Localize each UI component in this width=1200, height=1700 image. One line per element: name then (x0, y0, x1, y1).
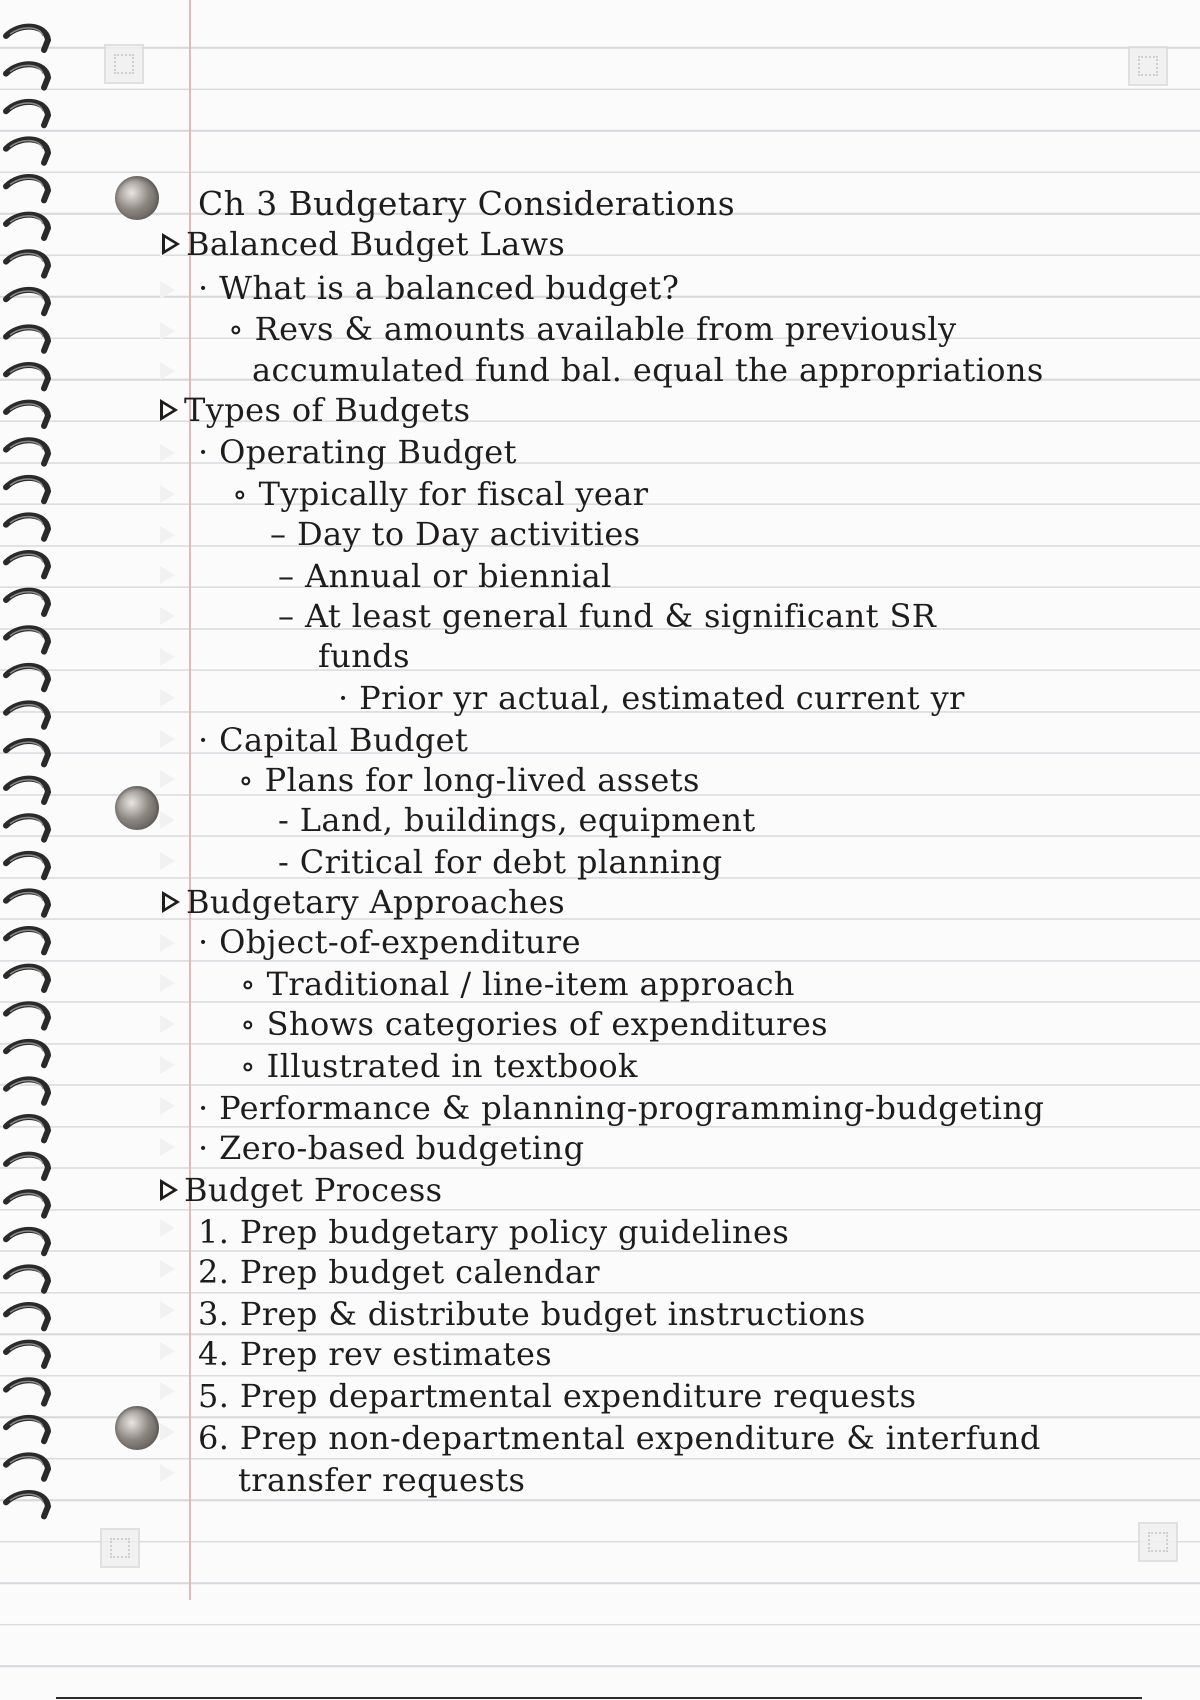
note-line: - Land, buildings, equipment (278, 801, 756, 839)
note-line: 5. Prep departmental expenditure requests (198, 1377, 917, 1415)
note-line: · What is a balanced budget? (198, 269, 680, 307)
note-line (160, 390, 470, 430)
triangle-bullet-icon (160, 1179, 178, 1201)
note-line: 6. Prep non-departmental expenditure & interfund (198, 1419, 1041, 1457)
note-line: · Operating Budget (198, 433, 517, 471)
note-line: · Prior yr actual, estimated current yr (338, 679, 965, 717)
triangle-bullet-icon (162, 233, 180, 255)
note-line: 3. Prep & distribute budget instructions (198, 1295, 866, 1333)
note-line-text: Types of Budgets (184, 391, 471, 429)
note-line: – Day to Day activities (270, 515, 641, 553)
note-line: ∘ Revs & amounts available from previously (228, 310, 957, 348)
note-line: · Performance & planning-programming-budgeting (198, 1089, 1045, 1127)
triangle-bullet-icon (160, 399, 178, 421)
note-line (160, 1170, 442, 1210)
note-line: ∘ Typically for fiscal year (232, 475, 649, 513)
note-line: funds (318, 637, 410, 675)
note-line: ∘ Illustrated in textbook (240, 1047, 638, 1085)
note-line-text: Budget Process (184, 1171, 443, 1209)
triangle-bullet-icon (162, 891, 180, 913)
note-line: - Critical for debt planning (278, 843, 723, 881)
note-line (162, 882, 565, 922)
note-line: 2. Prep budget calendar (198, 1253, 600, 1291)
note-line (162, 224, 565, 264)
note-line: ∘ Shows categories of expenditures (240, 1005, 828, 1043)
note-line: · Object-of-expenditure (198, 923, 581, 961)
note-line: accumulated fund bal. equal the appropriations (252, 351, 1044, 389)
note-line: 1. Prep budgetary policy guidelines (198, 1213, 790, 1251)
note-line-text: Budgetary Approaches (186, 883, 566, 921)
note-line: · Capital Budget (198, 721, 469, 759)
note-line-text: Balanced Budget Laws (186, 225, 566, 263)
bottom-rule (56, 1697, 1142, 1699)
note-line: – At least general fund & significant SR (278, 597, 937, 635)
note-line: 4. Prep rev estimates (198, 1335, 553, 1373)
note-line: ∘ Traditional / line-item approach (240, 965, 795, 1003)
note-line: · Zero-based budgeting (198, 1129, 585, 1167)
note-line: – Annual or biennial (278, 557, 612, 595)
notes-title: Ch 3 Budgetary Considerations (198, 184, 736, 223)
note-line: transfer requests (238, 1461, 526, 1499)
note-line: ∘ Plans for long-lived assets (238, 761, 700, 799)
